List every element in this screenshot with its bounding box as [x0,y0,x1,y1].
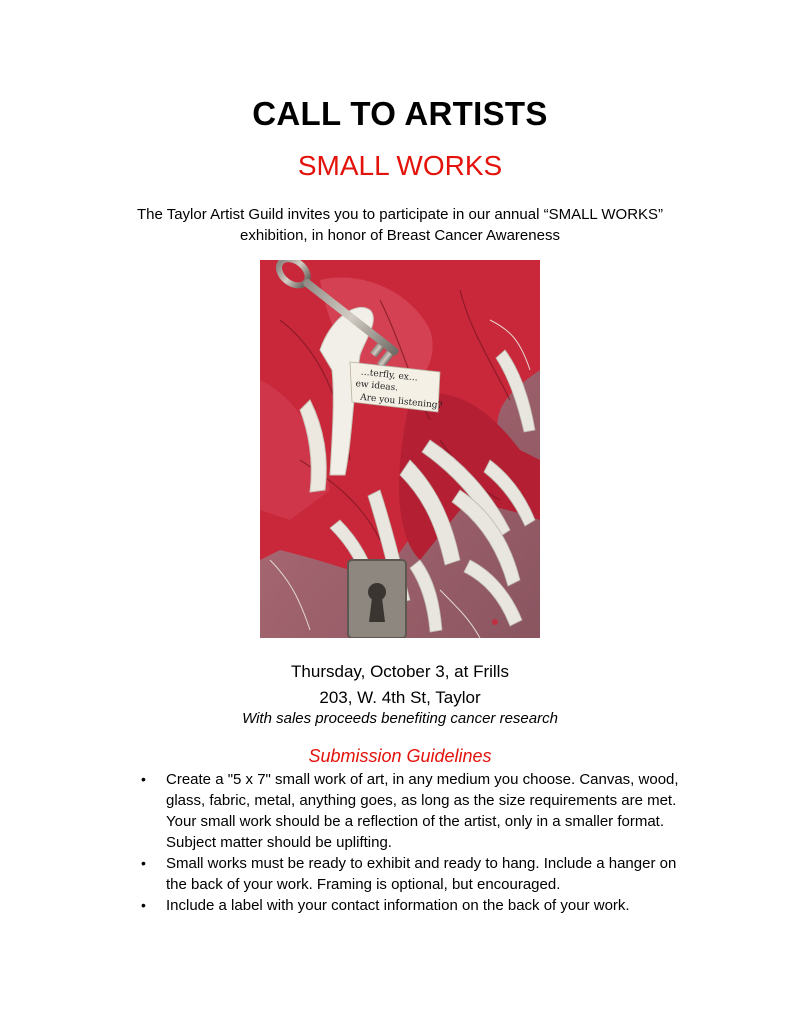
event-address: 203, W. 4th St, Taylor [319,688,481,707]
guideline-text: Include a label with your contact information on the back of your work. [166,897,630,914]
guideline-text: Create a "5 x 7" small work of art, in any medium you choose. Canvas, wood, glass, fabric, metal, anything goes, as long as the size requirements are met. Your small work should be a reflection of the artist, only in a smaller format. Subject matter should be uplifting. [166,771,679,851]
guidelines-heading: Submission Guidelines [308,746,492,766]
bullet-icon: • [141,855,146,871]
page-title: CALL TO ARTISTS [252,95,548,132]
artwork-text-line-1: …terfly, ex… [360,367,419,384]
guideline-item [138,853,698,895]
artwork-text-line-3: Are you listening? [359,392,443,412]
intro-paragraph [100,204,700,246]
artwork-image [260,260,540,638]
bullet-icon: • [141,897,146,913]
artwork-text-line-2: ew ideas. [355,379,399,394]
event-note: With sales proceeds benefiting cancer research [242,710,558,727]
page-subtitle: SMALL WORKS [297,150,503,181]
guidelines-list [138,769,698,916]
guideline-text: Small works must be ready to exhibit and ready to hang. Include a hanger on the back of your work. Framing is optional, but encouraged. [166,855,677,893]
intro-line-2: exhibition, in honor of Breast Cancer Awareness [240,227,560,244]
event-date: Thursday, October 3, at Frills [291,662,509,681]
guideline-item [138,769,698,853]
bullet-icon: • [141,771,146,787]
intro-line-1: The Taylor Artist Guild invites you to participate in our annual “SMALL WORKS” [136,206,664,223]
guideline-item [138,895,698,916]
